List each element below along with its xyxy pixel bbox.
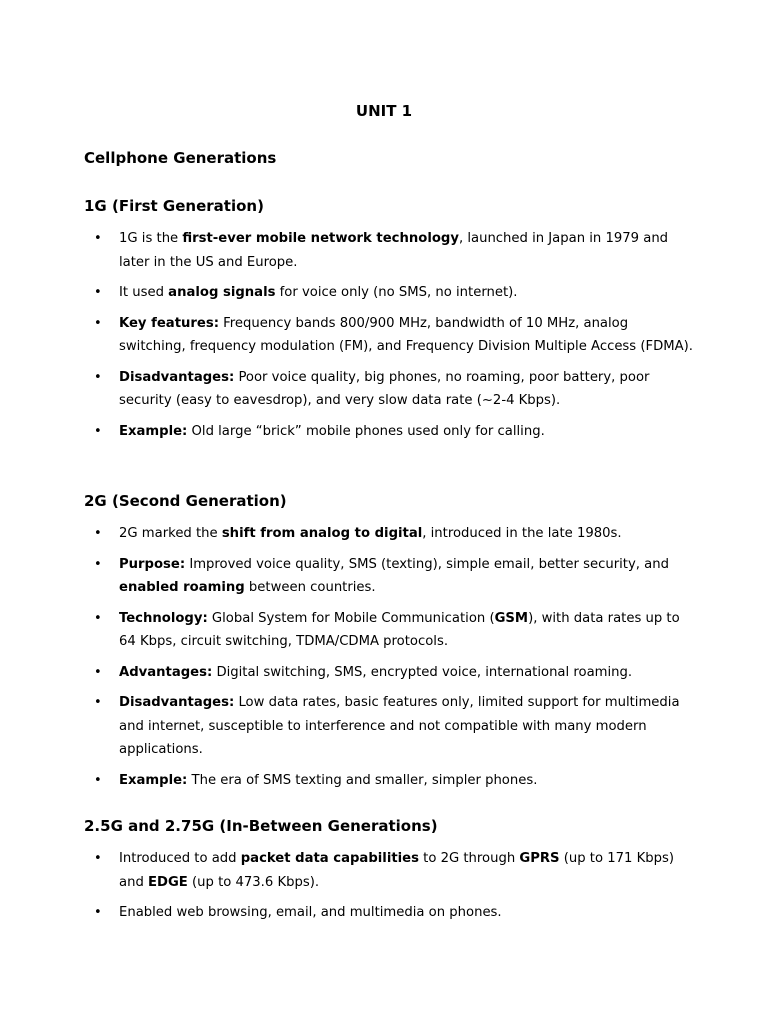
text-run: , launched in Japan in 1979 and later in the US and Europe. — [119, 231, 669, 270]
text-run: ), with data rates up to 64 Kbps, circuit switching, TDMA/CDMA protocols. — [119, 610, 680, 649]
bold-text-run: Advantages: — [119, 664, 213, 680]
text-run: Old large “brick” mobile phones used only for calling. — [187, 423, 545, 439]
list-item — [0, 769, 768, 793]
bold-text-run: packet data capabilities — [240, 851, 419, 866]
text-run: (up to 473.6 Kbps). — [187, 874, 320, 890]
list-item — [0, 227, 768, 274]
bold-text-run: Purpose: — [119, 556, 186, 572]
list-item — [0, 691, 768, 762]
text-run: Improved voice quality, SMS (texting), simple email, better security, and — [185, 556, 669, 572]
list-item — [0, 553, 768, 600]
bold-text-run: shift from analog to digital — [221, 526, 423, 541]
section-title-1g: 1G (First Generation) — [84, 197, 264, 215]
text-run: Global System for Mobile Communication ( — [207, 610, 495, 626]
list-item — [0, 847, 768, 894]
bold-text-run: GSM — [494, 610, 529, 626]
bullet-icon: • — [94, 369, 102, 385]
section-title-2g: 2G (Second Generation) — [84, 492, 287, 510]
section-title-2-5g: 2.5G and 2.75G (In-Between Generations) — [84, 817, 438, 835]
bullet-icon: • — [94, 526, 102, 541]
bullet-icon: • — [94, 772, 102, 788]
bullet-icon: • — [94, 556, 102, 572]
bold-text-run: Key features: — [119, 315, 219, 331]
bold-text-run: Technology: — [119, 610, 208, 626]
bullet-list-1g — [0, 227, 768, 443]
list-item — [0, 661, 768, 685]
bold-text-run: first-ever mobile network technology — [182, 231, 459, 246]
bullet-list-2-5g — [0, 847, 768, 925]
text-run: Low data rates, basic features only, limited support for multimedia and internet, susceptible to interference and not compatible with many modern applications. — [119, 695, 680, 757]
bold-text-run: Example: — [119, 772, 188, 788]
bullet-icon: • — [94, 905, 102, 920]
bullet-icon: • — [94, 851, 102, 866]
bold-text-run: EDGE — [148, 874, 188, 890]
text-run: It used — [119, 285, 169, 300]
text-run: Enabled web browsing, email, and multimedia on phones. — [119, 905, 502, 920]
text-run: to 2G through — [418, 851, 520, 866]
text-run: Poor voice quality, big phones, no roaming, poor battery, poor security (easy to eavesdrop), and very slow data rate (~2-4 Kbps). — [119, 369, 650, 408]
bullet-list-2g — [0, 522, 768, 792]
bold-text-run: analog signals — [168, 285, 276, 300]
text-run: Introduced to add — [119, 851, 241, 866]
bullet-icon: • — [94, 664, 102, 680]
bullet-icon: • — [94, 695, 102, 710]
text-run: (up to 171 Kbps) and — [119, 851, 675, 890]
bullet-icon: • — [94, 315, 102, 331]
bold-text-run: GPRS — [519, 851, 560, 866]
unit-title: UNIT 1 — [355, 102, 413, 120]
document-heading: Cellphone Generations — [84, 149, 277, 167]
list-item — [0, 366, 768, 413]
bold-text-run: Disadvantages: — [119, 695, 235, 710]
list-item — [0, 901, 768, 925]
text-run: 2G marked the — [119, 526, 222, 541]
list-item — [0, 522, 768, 546]
text-run: Frequency bands 800/900 MHz, bandwidth of 10 MHz, analog switching, frequency modulation (FM), and Frequency Division Multiple Access (FDMA). — [119, 315, 693, 354]
bullet-icon: • — [94, 423, 102, 439]
list-item — [0, 420, 768, 444]
list-item — [0, 312, 768, 359]
text-run: between countries. — [244, 580, 376, 595]
text-run: , introduced in the late 1980s. — [422, 526, 622, 541]
bold-text-run: Disadvantages: — [119, 369, 235, 385]
bold-text-run: Example: — [119, 423, 188, 439]
text-run: The era of SMS texting and smaller, simpler phones. — [187, 772, 538, 788]
bold-text-run: enabled roaming — [119, 580, 245, 595]
text-run: for voice only (no SMS, no internet). — [275, 285, 518, 300]
bullet-icon: • — [94, 285, 102, 300]
bullet-icon: • — [94, 610, 102, 626]
text-run: 1G is the — [119, 231, 183, 246]
list-item — [0, 607, 768, 654]
list-item — [0, 281, 768, 305]
text-run: Digital switching, SMS, encrypted voice, international roaming. — [212, 664, 633, 680]
bullet-icon: • — [94, 231, 102, 246]
